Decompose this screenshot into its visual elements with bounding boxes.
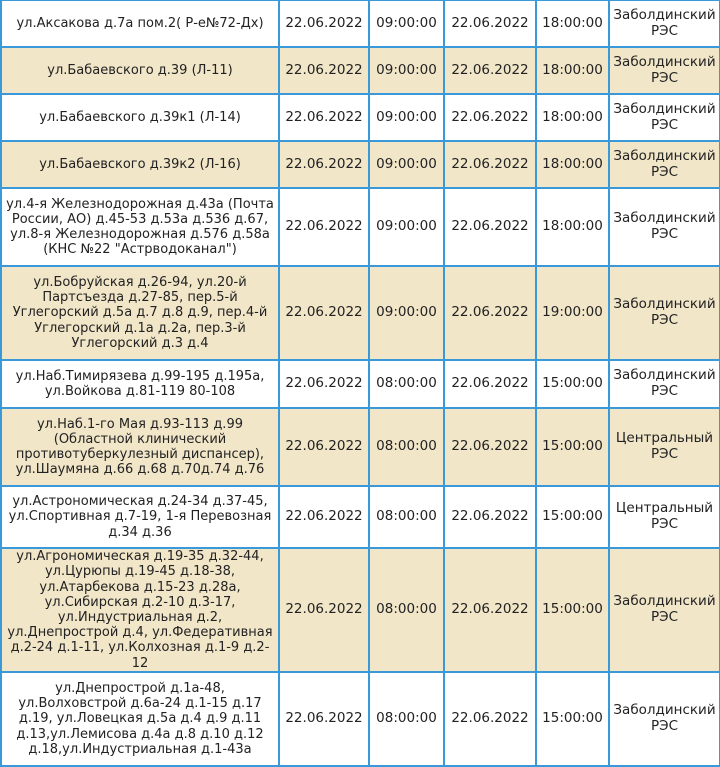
- res-cell: Заболдинский РЭС: [609, 548, 720, 672]
- start-time-cell: 09:00:00: [369, 188, 444, 266]
- start-date-cell: 22.06.2022: [279, 672, 369, 766]
- address-cell: ул.Аксакова д.7а пом.2( Р-е№72-Дх): [1, 0, 279, 47]
- end-date-cell: 22.06.2022: [444, 360, 536, 408]
- end-date-cell: 22.06.2022: [444, 188, 536, 266]
- end-time-cell: 15:00:00: [536, 486, 609, 548]
- start-time-cell: 08:00:00: [369, 548, 444, 672]
- start-time-cell: 09:00:00: [369, 47, 444, 94]
- start-date-cell: 22.06.2022: [279, 486, 369, 548]
- end-time-cell: 18:00:00: [536, 188, 609, 266]
- start-time-cell: 08:00:00: [369, 408, 444, 486]
- end-date-cell: 22.06.2022: [444, 408, 536, 486]
- start-time-cell: 09:00:00: [369, 141, 444, 188]
- end-date-cell: 22.06.2022: [444, 0, 536, 47]
- table-row: [1, 0, 720, 47]
- end-time-cell: 15:00:00: [536, 360, 609, 408]
- end-time-cell: 18:00:00: [536, 0, 609, 47]
- end-time-cell: 15:00:00: [536, 548, 609, 672]
- res-cell: Заболдинский РЭС: [609, 188, 720, 266]
- end-date-cell: 22.06.2022: [444, 266, 536, 360]
- table-row: [1, 47, 720, 94]
- start-time-cell: 08:00:00: [369, 486, 444, 548]
- res-cell: Заболдинский РЭС: [609, 0, 720, 47]
- start-date-cell: 22.06.2022: [279, 141, 369, 188]
- address-cell: ул.Наб.Тимирязева д.99-195 д.195а, ул.Войкова д.81-119 80-108: [1, 360, 279, 408]
- res-cell: Заболдинский РЭС: [609, 47, 720, 94]
- table-row: [1, 188, 720, 266]
- table-row: [1, 548, 720, 672]
- res-cell: Заболдинский РЭС: [609, 360, 720, 408]
- end-time-cell: 18:00:00: [536, 141, 609, 188]
- table-row: [1, 360, 720, 408]
- table-row: [1, 408, 720, 486]
- address-cell: ул.Днепрострой д.1а-48, ул.Волховстрой д.6а-24 д.1-15 д.17 д.19, ул.Ловецкая д.5а д.4 д.9 д.11 д.13,ул.Лемисова д.4а д.8 д.10 д.12 д.18,ул.Индустриальная д.1-43а: [1, 672, 279, 766]
- address-cell: ул.Агрономическая д.19-35 д.32-44, ул.Цурюпы д.19-45 д.18-38, ул.Атарбекова д.15-23 д.28а, ул.Сибирская д.2-10 д.3-17, ул.Индустриальная д.2, ул.Днепрострой д.4, ул.Федеративная д.2-24 д.1-11, ул.Колхозная д.1-9 д.2-12: [1, 548, 279, 672]
- start-time-cell: 09:00:00: [369, 94, 444, 141]
- end-time-cell: 18:00:00: [536, 47, 609, 94]
- address-cell: ул.Бабаевского д.39к1 (Л-14): [1, 94, 279, 141]
- start-time-cell: 09:00:00: [369, 266, 444, 360]
- res-cell: Заболдинский РЭС: [609, 94, 720, 141]
- address-cell: ул.Астрономическая д.24-34 д.37-45, ул.Спортивная д.7-19, 1-я Перевозная д.34 д.36: [1, 486, 279, 548]
- start-date-cell: 22.06.2022: [279, 47, 369, 94]
- res-cell: Заболдинский РЭС: [609, 266, 720, 360]
- end-time-cell: 15:00:00: [536, 408, 609, 486]
- table-row: [1, 94, 720, 141]
- table-row: [1, 266, 720, 360]
- end-date-cell: 22.06.2022: [444, 548, 536, 672]
- start-date-cell: 22.06.2022: [279, 548, 369, 672]
- end-date-cell: 22.06.2022: [444, 486, 536, 548]
- end-time-cell: 19:00:00: [536, 266, 609, 360]
- start-date-cell: 22.06.2022: [279, 188, 369, 266]
- start-date-cell: 22.06.2022: [279, 94, 369, 141]
- address-cell: ул.Наб.1-го Мая д.93-113 д.99 (Областной клинический противотуберкулезный диспансер), ул.Шаумяна д.66 д.68 д.70д.74 д.76: [1, 408, 279, 486]
- start-date-cell: 22.06.2022: [279, 0, 369, 47]
- start-date-cell: 22.06.2022: [279, 266, 369, 360]
- end-date-cell: 22.06.2022: [444, 141, 536, 188]
- address-cell: ул.Бабаевского д.39 (Л-11): [1, 47, 279, 94]
- end-time-cell: 15:00:00: [536, 672, 609, 766]
- end-date-cell: 22.06.2022: [444, 47, 536, 94]
- address-cell: ул.4-я Железнодорожная д.43а (Почта России, АО) д.45-53 д.53а д.536 д.67, ул.8-я Железнодорожная д.576 д.58а (КНС №22 "Астрводоканал"): [1, 188, 279, 266]
- res-cell: Заболдинский РЭС: [609, 672, 720, 766]
- end-date-cell: 22.06.2022: [444, 672, 536, 766]
- table-row: [1, 672, 720, 766]
- res-cell: Центральный РЭС: [609, 486, 720, 548]
- address-cell: ул.Бобруйская д.26-94, ул.20-й Партсъезда д.27-85, пер.5-й Углегорский д.5а д.7 д.8 д.9, пер.4-й Углегорский д.1а д.2а, пер.3-й Углегорский д.3 д.4: [1, 266, 279, 360]
- table-row: [1, 141, 720, 188]
- start-time-cell: 08:00:00: [369, 672, 444, 766]
- table-row: [1, 486, 720, 548]
- res-cell: Заболдинский РЭС: [609, 141, 720, 188]
- res-cell: Центральный РЭС: [609, 408, 720, 486]
- start-date-cell: 22.06.2022: [279, 408, 369, 486]
- start-date-cell: 22.06.2022: [279, 360, 369, 408]
- end-date-cell: 22.06.2022: [444, 94, 536, 141]
- start-time-cell: 09:00:00: [369, 0, 444, 47]
- start-time-cell: 08:00:00: [369, 360, 444, 408]
- end-time-cell: 18:00:00: [536, 94, 609, 141]
- address-cell: ул.Бабаевского д.39к2 (Л-16): [1, 141, 279, 188]
